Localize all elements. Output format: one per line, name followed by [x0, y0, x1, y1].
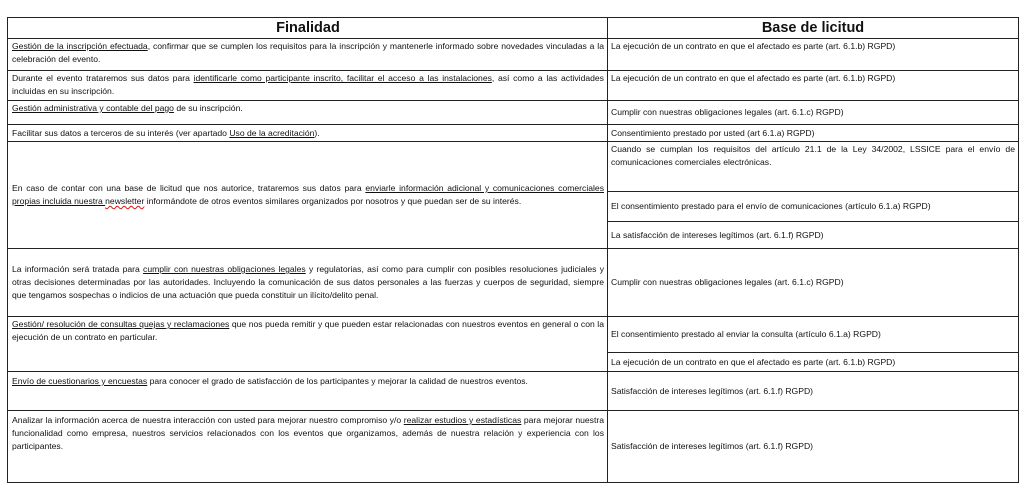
purpose-text: , confirmar que se cumplen los requisitos para la inscripción y mantenerle informado sobre novedades vinculadas a la celebración del evento.	[12, 41, 604, 64]
purpose-text: En caso de contar con una base de licitud que nos autorice, trataremos sus datos para	[12, 183, 366, 193]
purpose-cell	[7, 411, 608, 483]
header-purpose: Finalidad	[7, 17, 608, 39]
purpose-text: de su inscripción.	[173, 103, 243, 113]
purpose-text: que nos pueda remitir y que pueden estar relacionadas con nuestros eventos en general o con la ejecución de un contrato en particular.	[12, 319, 604, 342]
purpose-cell	[7, 317, 608, 372]
purpose-text: para mejorar nuestra funcionalidad como empresa, nuestros servicios relacionados con los eventos que organizamos, además de nuestra relación y experiencia con los participantes.	[12, 415, 604, 451]
legal-basis-cell: Consentimiento prestado por usted (art 6.1.a) RGPD)	[608, 125, 1019, 142]
purpose-text: y regulatorias, así como para cumplir con posibles resoluciones judiciales y otras decisiones determinadas por las autoridades. Incluyendo la comunicación de sus datos personales a las fuerzas y cuerpos de seguridad, siempre que tengamos sospechas o indicios de una actuación que pueda constituir un ilícito/delito penal.	[12, 264, 604, 300]
legal-basis-cell: Cuando se cumplan los requisitos del artículo 21.1 de la Ley 34/2002, LSSICE para el envío de comunicaciones comerciales electrónicas.	[608, 142, 1019, 192]
legal-basis-cell: La ejecución de un contrato en que el afectado es parte (art. 6.1.b) RGPD)	[608, 71, 1019, 101]
purpose-cell	[7, 101, 608, 125]
purpose-cell	[7, 372, 608, 411]
purpose-cell	[7, 249, 608, 317]
legal-basis-cell: La ejecución de un contrato en que el afectado es parte (art. 6.1.b) RGPD)	[608, 353, 1019, 372]
purpose-underlined: cumplir con nuestras obligaciones legales	[143, 264, 306, 274]
legal-basis-cell: La satisfacción de intereses legítimos (art. 6.1.f) RGPD)	[608, 222, 1019, 249]
legal-basis-cell: Satisfacción de intereses legítimos (art. 6.1.f) RGPD)	[608, 411, 1019, 483]
purpose-text: Durante el evento trataremos sus datos para	[12, 73, 194, 83]
purpose-cell	[7, 39, 608, 71]
purpose-text: informándote de otros eventos similares organizados por nosotros y que puedan ser de su interés.	[144, 196, 522, 206]
spellcheck-flagged-word: newsletter	[105, 196, 145, 206]
purpose-underlined: identificarle como participante inscrito, facilitar el acceso a las instalaciones	[193, 73, 492, 83]
purpose-text: Facilitar sus datos a terceros de su interés (ver apartado	[12, 127, 230, 138]
purpose-underlined: Gestión/ resolución de consultas quejas y reclamaciones	[12, 319, 230, 329]
purpose-text: La información será tratada para	[12, 264, 144, 274]
purpose-cell	[7, 142, 608, 249]
purpose-underlined: Gestión de la inscripción efectuada	[12, 41, 148, 51]
header-legal-basis: Base de licitud	[608, 17, 1019, 39]
legal-basis-cell: La ejecución de un contrato en que el afectado es parte (art. 6.1.b) RGPD)	[608, 39, 1019, 71]
purpose-underlined: Gestión administrativa y contable del pago	[12, 103, 174, 113]
purpose-underlined: realizar estudios y estadísticas	[403, 415, 522, 425]
purpose-text: Analizar la información acerca de nuestra interacción con usted para mejorar nuestro compromiso y/o	[12, 415, 404, 425]
purpose-underlined: Envío de cuestionarios y encuestas	[12, 376, 148, 386]
purpose-underlined: Uso de la acreditación	[229, 127, 315, 138]
purpose-text: ).	[314, 127, 320, 138]
legal-basis-cell: El consentimiento prestado al enviar la consulta (artículo 6.1.a) RGPD)	[608, 317, 1019, 353]
legal-basis-cell: Satisfacción de intereses legítimos (art. 6.1.f) RGPD)	[608, 372, 1019, 411]
purpose-text: para conocer el grado de satisfacción de los participantes y mejorar la calidad de nuestros eventos.	[147, 376, 528, 386]
data-processing-table	[7, 17, 1019, 483]
legal-basis-cell: El consentimiento prestado para el envío de comunicaciones (artículo 6.1.a) RGPD)	[608, 192, 1019, 222]
purpose-underlined: enviarle información adicional y comunicaciones comerciales propias incluida nuestra	[12, 183, 604, 206]
legal-basis-cell: Cumplir con nuestras obligaciones legales (art. 6.1.c) RGPD)	[608, 249, 1019, 317]
purpose-cell	[7, 125, 608, 142]
purpose-text: , así como a las actividades incluidas en su inscripción.	[12, 73, 604, 96]
purpose-cell	[7, 71, 608, 101]
legal-basis-cell: Cumplir con nuestras obligaciones legales (art. 6.1.c) RGPD)	[608, 101, 1019, 125]
